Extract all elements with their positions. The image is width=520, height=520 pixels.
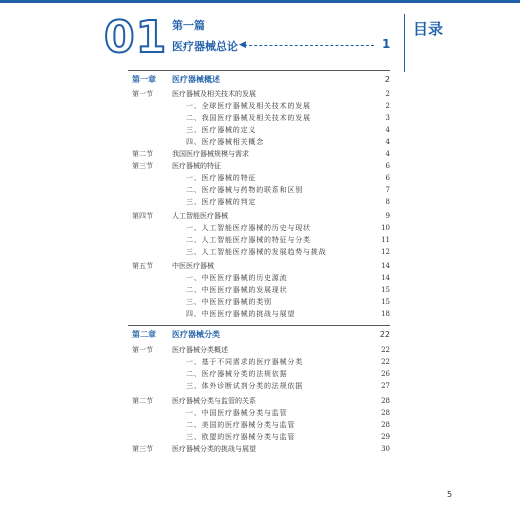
toc-entry — [0, 407, 520, 419]
toc-entry — [0, 419, 520, 431]
chapter-rule — [128, 70, 390, 71]
toc-entry-text: 医疗器械概述 — [172, 75, 220, 84]
toc-entry-page: 29 — [381, 433, 390, 441]
toc-entry-text: 一、中国医疗器械分类与监管 — [186, 409, 288, 417]
toc-entry — [0, 329, 520, 341]
toc-entry-page: 4 — [385, 126, 390, 134]
toc-entry-page: 22 — [381, 358, 390, 366]
toc-entry-text: 医疗器械的特征 — [172, 162, 221, 170]
toc-entry-page: 3 — [385, 114, 390, 122]
arrow-left-icon: ◀ — [239, 40, 246, 50]
toc-entry — [0, 88, 520, 100]
toc-entry — [0, 196, 520, 208]
toc-entry-page: 7 — [385, 186, 390, 194]
toc-entry-page: 2 — [385, 102, 390, 110]
toc-entry-text: 医疗器械分类与监管的关系 — [172, 397, 256, 405]
toc-entry-page: 2 — [384, 75, 390, 84]
toc-entry-text: 一、医疗器械的特征 — [186, 174, 257, 182]
toc-entry-page: 14 — [381, 262, 390, 270]
toc-entry-label: 第五节 — [132, 262, 153, 270]
toc-entry-page: 4 — [385, 138, 390, 146]
toc-entry — [0, 443, 520, 455]
toc-entry — [0, 184, 520, 196]
toc-entry — [0, 260, 520, 272]
toc-entry-label: 第三节 — [132, 162, 153, 170]
toc-entry-text: 一、全球医疗器械及相关技术的发展 — [186, 102, 311, 110]
toc-entry-page: 22 — [381, 346, 390, 354]
toc-entry-text: 三、医疗器械的判定 — [186, 198, 257, 206]
toc-entry — [0, 160, 520, 172]
toc-entry — [0, 172, 520, 184]
chapter-rule — [128, 325, 390, 326]
toc-entry — [0, 74, 520, 86]
toc-entry — [0, 222, 520, 234]
toc-entry-page: 10 — [381, 224, 390, 232]
toc-entry-page: 26 — [381, 370, 390, 378]
toc-entry-text: 二、医疗器械分类的法规依据 — [186, 370, 288, 378]
toc-entry-text: 一、基于不同需求的医疗器械分类 — [186, 358, 303, 366]
toc-entry-text: 三、医疗器械的定义 — [186, 126, 257, 134]
toc-title: 目录 — [413, 20, 444, 38]
toc-entry-page: 15 — [381, 298, 390, 306]
header-divider — [404, 14, 405, 72]
toc-entry-page: 9 — [385, 212, 390, 220]
toc-entry-page: 27 — [381, 382, 390, 390]
toc-entry-text: 三、中医医疗器械的类别 — [186, 298, 272, 306]
toc-entry-text: 我国医疗器械规模与需求 — [172, 150, 249, 158]
toc-entry-text: 二、美国的医疗器械分类与监管 — [186, 421, 296, 429]
toc-entry — [0, 431, 520, 443]
toc-entry-page: 28 — [381, 421, 390, 429]
page-number: 5 — [447, 490, 453, 499]
toc-entry-page: 11 — [381, 236, 390, 244]
part-page-number: 1 — [382, 37, 391, 51]
toc-entry-page: 2 — [385, 90, 390, 98]
toc-entry — [0, 344, 520, 356]
toc-entry-text: 二、我国医疗器械及相关技术的发展 — [186, 114, 311, 122]
toc-entry-text: 三、人工智能医疗器械的发展趋势与挑战 — [186, 248, 327, 256]
toc-entry-page: 6 — [385, 162, 390, 170]
toc-entry-page: 6 — [385, 174, 390, 182]
toc-entry — [0, 100, 520, 112]
toc-entry — [0, 234, 520, 246]
toc-entry — [0, 395, 520, 407]
toc-entry-text: 四、中医医疗器械的挑战与展望 — [186, 310, 296, 318]
toc-entry-text: 一、人工智能医疗器械的历史与现状 — [186, 224, 311, 232]
top-accent-bar — [0, 0, 520, 3]
toc-entry-text: 一、中医医疗器械的历史源流 — [186, 274, 288, 282]
toc-entry-text: 二、医疗器械与药物的联系和区别 — [186, 186, 303, 194]
toc-entry-text: 医疗器械分类概述 — [172, 346, 228, 354]
toc-entry — [0, 308, 520, 320]
toc-entry — [0, 272, 520, 284]
toc-entry-label: 第二章 — [132, 330, 156, 339]
part-label: 第一篇 — [172, 19, 205, 32]
toc-entry — [0, 296, 520, 308]
toc-entry — [0, 148, 520, 160]
toc-entry-page: 28 — [381, 397, 390, 405]
toc-entry-text: 二、人工智能医疗器械的特征与分类 — [186, 236, 311, 244]
toc-entry-text: 医疗器械分类 — [172, 330, 220, 339]
toc-entry-page: 28 — [381, 409, 390, 417]
toc-entry-text: 三、体外诊断试剂分类的法规依据 — [186, 382, 303, 390]
toc-entry-label: 第二节 — [132, 150, 153, 158]
toc-entry-page: 30 — [381, 445, 390, 453]
toc-entry-text: 医疗器械及相关技术的发展 — [172, 90, 256, 98]
part-title: 医疗器械总论 — [172, 40, 238, 53]
toc-entry-page: 15 — [381, 286, 390, 294]
toc-entry-page: 14 — [381, 274, 390, 282]
toc-entry — [0, 380, 520, 392]
part-number: 01 — [104, 12, 168, 63]
toc-entry-label: 第四节 — [132, 212, 153, 220]
toc-entry-text: 四、医疗器械相关概念 — [186, 138, 264, 146]
toc-entry-label: 第一节 — [132, 346, 153, 354]
toc-entry — [0, 356, 520, 368]
part-leader-line — [244, 45, 374, 46]
toc-entry — [0, 124, 520, 136]
toc-entry-text: 二、中医医疗器械的发展现状 — [186, 286, 288, 294]
toc-entry-page: 18 — [381, 310, 390, 318]
toc-entry-page: 12 — [381, 248, 390, 256]
toc-entry-page: 4 — [385, 150, 390, 158]
toc-entry-label: 第一节 — [132, 90, 153, 98]
toc-entry-text: 中医医疗器械 — [172, 262, 214, 270]
toc-entry — [0, 246, 520, 258]
toc-entry-page: 8 — [385, 198, 390, 206]
toc-entry-text: 医疗器械分类的挑战与展望 — [172, 445, 256, 453]
toc-entry — [0, 112, 520, 124]
toc-entry — [0, 136, 520, 148]
toc-entry — [0, 368, 520, 380]
toc-entry-text: 人工智能医疗器械 — [172, 212, 228, 220]
toc-entry-label: 第一章 — [132, 75, 156, 84]
toc-entry-page: 22 — [379, 330, 390, 339]
toc-entry-label: 第三节 — [132, 445, 153, 453]
toc-entry-label: 第二节 — [132, 397, 153, 405]
toc-entry-text: 三、欧盟的医疗器械分类与监管 — [186, 433, 296, 441]
toc-entry — [0, 210, 520, 222]
toc-entry — [0, 284, 520, 296]
